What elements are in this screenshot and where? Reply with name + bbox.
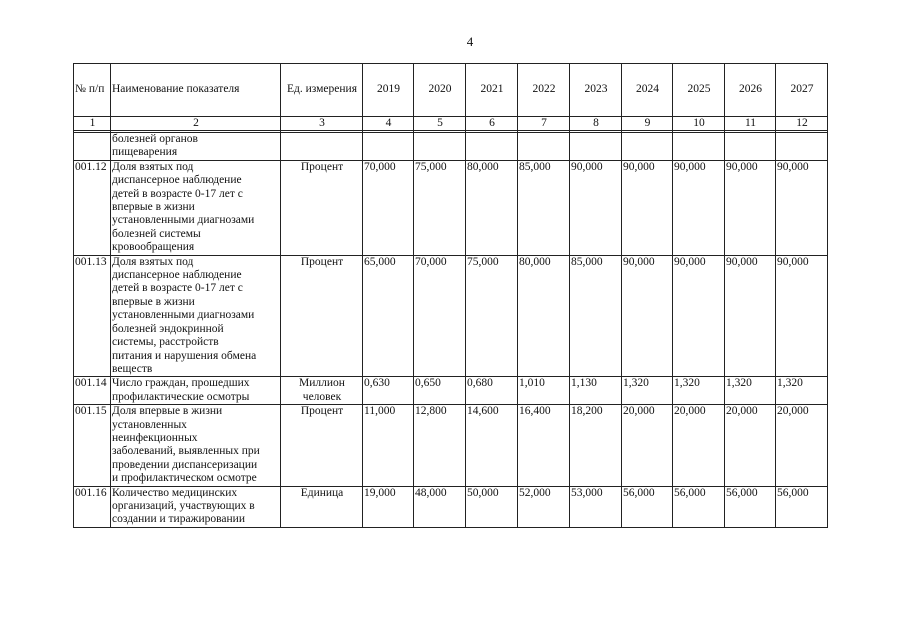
row-value: 1,320 (725, 377, 776, 405)
table-row (74, 160, 828, 255)
row-name-line: впервые в жизни (112, 201, 195, 214)
row-name-line: системы, расстройств (112, 336, 219, 349)
row-value: 11,000 (363, 405, 414, 486)
row-name-line: и профилактическом осмотре (112, 472, 257, 485)
table-row (74, 377, 828, 405)
row-value: 1,130 (570, 377, 622, 405)
row-value: 90,000 (725, 160, 776, 255)
header-num: № п/п (74, 64, 111, 117)
row-value: 12,800 (414, 405, 466, 486)
row-value: 90,000 (725, 255, 776, 377)
row-name-line: Доля взятых под (112, 160, 194, 173)
row-unit-line: человек (302, 390, 342, 403)
row-value: 53,000 (570, 486, 622, 527)
column-number: 3 (281, 117, 363, 131)
column-number-row (74, 117, 828, 131)
row-value: 56,000 (622, 486, 673, 527)
row-value: 0,650 (414, 377, 466, 405)
row-unit-line: Единица (300, 486, 344, 499)
row-code: 001.16 (74, 486, 111, 527)
row-value: 1,320 (622, 377, 673, 405)
row-value: 19,000 (363, 486, 414, 527)
row-value: 50,000 (466, 486, 518, 527)
table-row (74, 405, 828, 486)
row-value: 56,000 (776, 486, 828, 527)
row-value: 90,000 (776, 160, 828, 255)
column-number: 12 (776, 117, 828, 131)
row-value: 14,600 (466, 405, 518, 486)
row-code: 001.13 (74, 255, 111, 377)
row-value: 20,000 (725, 405, 776, 486)
row-name (111, 486, 281, 527)
row-value (776, 133, 828, 161)
row-value (363, 133, 414, 161)
column-number: 6 (466, 117, 518, 131)
row-name-line: профилактические осмотры (112, 390, 250, 403)
header-unit: Ед. измерения (281, 64, 363, 117)
row-name-line: установленными диагнозами (112, 214, 255, 227)
row-name-line: болезней органов (112, 133, 198, 145)
row-value: 56,000 (673, 486, 725, 527)
row-name-line: организаций, участвующих в (112, 499, 255, 512)
row-name-line: создании и тиражировании (112, 513, 245, 526)
row-name-line: болезней эндокринной (112, 322, 224, 335)
row-value (466, 133, 518, 161)
row-value (414, 133, 466, 161)
row-value (725, 133, 776, 161)
row-name (111, 133, 281, 161)
row-value: 90,000 (776, 255, 828, 377)
row-unit-line: Процент (300, 160, 344, 173)
header-name: Наименование показателя (111, 64, 281, 117)
row-unit (281, 405, 363, 486)
row-value: 80,000 (518, 255, 570, 377)
column-number: 2 (111, 117, 281, 131)
column-number: 8 (570, 117, 622, 131)
row-name (111, 255, 281, 377)
header-year: 2025 (673, 64, 725, 117)
row-value: 85,000 (518, 160, 570, 255)
row-unit-line: Миллион (299, 377, 345, 390)
row-name-line: детей в возрасте 0-17 лет с (112, 282, 243, 295)
row-unit (281, 255, 363, 377)
header-year: 2021 (466, 64, 518, 117)
row-value: 70,000 (363, 160, 414, 255)
column-number: 10 (673, 117, 725, 131)
column-number: 11 (725, 117, 776, 131)
header-year: 2023 (570, 64, 622, 117)
row-value: 16,400 (518, 405, 570, 486)
row-name-line: впервые в жизни (112, 295, 195, 308)
row-value: 90,000 (673, 160, 725, 255)
row-value: 85,000 (570, 255, 622, 377)
row-name-line: болезней системы (112, 227, 201, 240)
row-value: 75,000 (414, 160, 466, 255)
row-value: 56,000 (725, 486, 776, 527)
row-value: 70,000 (414, 255, 466, 377)
header-year: 2019 (363, 64, 414, 117)
row-value: 20,000 (673, 405, 725, 486)
row-value: 1,010 (518, 377, 570, 405)
row-code (74, 133, 111, 161)
row-unit (281, 133, 363, 161)
row-unit (281, 486, 363, 527)
row-value (518, 133, 570, 161)
row-value: 20,000 (776, 405, 828, 486)
row-value: 1,320 (776, 377, 828, 405)
header-row (74, 64, 828, 117)
row-value: 90,000 (673, 255, 725, 377)
row-value: 52,000 (518, 486, 570, 527)
header-year: 2022 (518, 64, 570, 117)
row-name-line: Число граждан, прошедших (112, 377, 250, 390)
column-number: 1 (74, 117, 111, 131)
row-value: 20,000 (622, 405, 673, 486)
row-name-line: неинфекционных (112, 431, 198, 444)
row-value: 75,000 (466, 255, 518, 377)
row-name-line: Количество медицинских (112, 486, 238, 499)
row-name-line: заболеваний, выявленных при (112, 445, 260, 458)
header-year: 2026 (725, 64, 776, 117)
row-value: 80,000 (466, 160, 518, 255)
row-name-line: Доля взятых под (112, 255, 194, 268)
row-name-line: питания и нарушения обмена (112, 349, 257, 362)
row-unit-line: Процент (300, 255, 344, 268)
row-value: 90,000 (622, 160, 673, 255)
header-year: 2027 (776, 64, 828, 117)
row-value: 1,320 (673, 377, 725, 405)
header-year: 2024 (622, 64, 673, 117)
row-name-line: диспансерное наблюдение (112, 269, 242, 282)
row-name-line: диспансерное наблюдение (112, 174, 242, 187)
row-name (111, 377, 281, 405)
row-value: 90,000 (622, 255, 673, 377)
row-unit (281, 160, 363, 255)
row-unit (281, 377, 363, 405)
row-value (622, 133, 673, 161)
row-value (673, 133, 725, 161)
table-row (74, 255, 828, 377)
row-name (111, 160, 281, 255)
row-name-line: Доля впервые в жизни (112, 405, 223, 418)
row-value: 0,680 (466, 377, 518, 405)
column-number: 5 (414, 117, 466, 131)
column-number: 7 (518, 117, 570, 131)
row-name-line: установленных (112, 418, 187, 431)
page-number: 4 (466, 34, 474, 49)
table-row (74, 486, 828, 527)
row-name-line: веществ (112, 362, 153, 375)
row-value: 18,200 (570, 405, 622, 486)
row-code: 001.14 (74, 377, 111, 405)
row-value: 0,630 (363, 377, 414, 405)
row-code: 001.12 (74, 160, 111, 255)
column-number: 9 (622, 117, 673, 131)
row-code: 001.15 (74, 405, 111, 486)
row-name-line: детей в возрасте 0-17 лет с (112, 187, 243, 200)
row-name-line: проведении диспансеризации (112, 458, 258, 471)
row-name-line: пищеварения (112, 146, 178, 159)
column-number: 4 (363, 117, 414, 131)
row-name-line: установленными диагнозами (112, 309, 255, 322)
table-row (74, 133, 828, 161)
table-body (74, 133, 828, 528)
row-value (570, 133, 622, 161)
row-value: 48,000 (414, 486, 466, 527)
row-value: 65,000 (363, 255, 414, 377)
row-name (111, 405, 281, 486)
row-value: 90,000 (570, 160, 622, 255)
row-name-line: кровообращения (112, 241, 195, 254)
row-unit-line: Процент (300, 405, 344, 418)
header-year: 2020 (414, 64, 466, 117)
indicators-table (73, 63, 828, 528)
